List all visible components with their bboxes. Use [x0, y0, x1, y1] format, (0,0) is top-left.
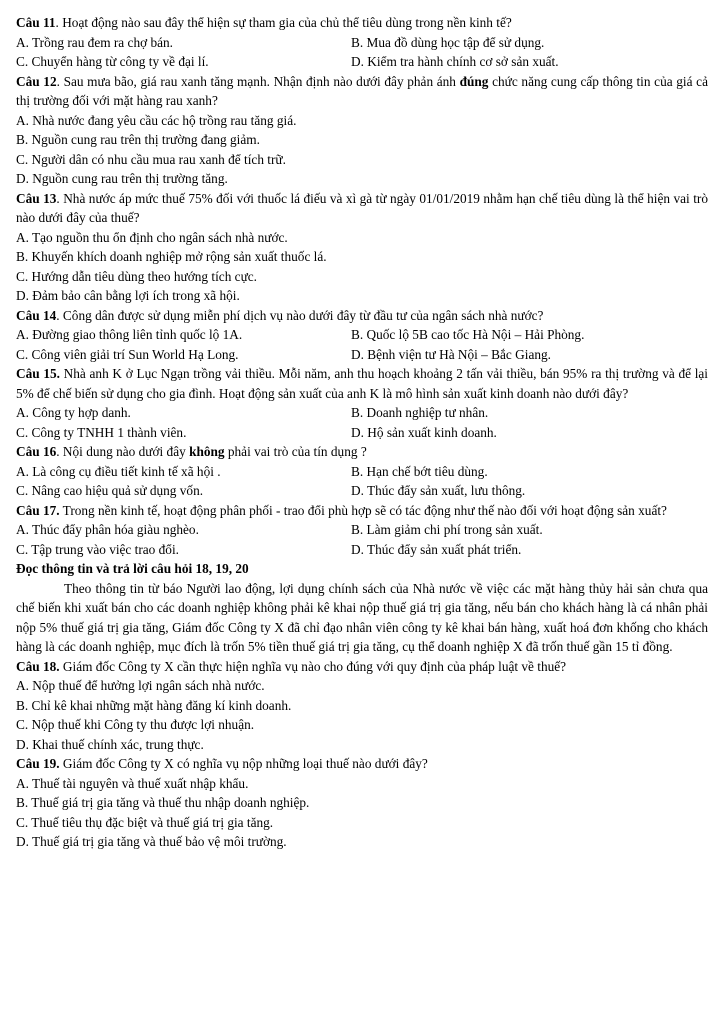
option-c: C. Thuế tiêu thụ đặc biệt và thuế giá trị gia tăng.	[16, 814, 274, 830]
question-number: Câu 13	[16, 190, 57, 206]
options-row	[16, 481, 708, 501]
option-d: D. Đảm bảo cân bằng lợi ích trong xã hội.	[16, 288, 240, 303]
option-d: D. Khai thuế chính xác, trung thực.	[16, 736, 204, 752]
exam-page	[16, 13, 708, 852]
option-c: C. Tập trung vào việc trao đổi.	[16, 541, 179, 557]
option-b: B. Quốc lộ 5B cao tốc Hà Nội – Hải Phòng.	[351, 327, 585, 342]
option-b: B. Thuế giá trị gia tăng và thuế thu nhập doanh nghiệp.	[16, 795, 310, 810]
question-emphasis: đúng	[459, 73, 489, 89]
option-a: A. Thúc đẩy phân hóa giàu nghèo.	[16, 522, 199, 537]
question-number: Câu 15.	[16, 366, 60, 381]
question-14	[16, 306, 708, 326]
option-a: A. Công ty hợp danh.	[16, 405, 131, 420]
option-a: A. Nộp thuế để hưởng lợi ngân sách nhà nước.	[16, 678, 265, 693]
question-11	[16, 13, 708, 33]
question-text: Trong nền kinh tế, hoạt động phân phối - trao đổi phù hợp sẽ có tác động như thế nào đối với hoạt động sản xuất?	[59, 502, 667, 518]
option-b: B. Mua đồ dùng học tập để sử dụng.	[351, 34, 545, 50]
question-number: Câu 17.	[16, 502, 60, 518]
option-b: B. Chỉ kê khai những mặt hàng đăng kí kinh doanh.	[16, 697, 292, 713]
options-row	[16, 403, 708, 423]
question-number: Câu 19.	[16, 756, 60, 771]
options-row	[16, 423, 708, 443]
question-text: . Nhà nước áp mức thuế 75% đối với thuốc lá điếu và xì gà từ ngày 01/01/2019 nhằm hạn chế tiêu dùng là thể hiện vai trò nào dưới đây của thuế?	[16, 190, 708, 225]
options-row	[16, 540, 708, 560]
question-19	[16, 754, 708, 774]
option-c: C. Công ty TNHH 1 thành viên.	[16, 424, 187, 440]
option-b: B. Hạn chế bớt tiêu dùng.	[351, 463, 488, 479]
options-row	[16, 52, 708, 72]
option-d: D. Kiểm tra hành chính cơ sở sản xuất.	[351, 54, 559, 69]
question-number: Câu 18.	[16, 658, 60, 674]
option-b: B. Doanh nghiệp tư nhân.	[351, 405, 489, 420]
option-d: D. Bệnh viện tư Hà Nội – Bắc Giang.	[351, 346, 551, 362]
question-text: Nhà anh K ở Lục Ngạn trồng vải thiều. Mỗi năm, anh thu hoạch khoảng 2 tấn vải thiều, bán 95% ra thị trường và để lại 5% để chế biến sử dụng cho gia đình. Hoạt động sản xuất của anh K là mô hình sản xuất kinh doanh nào dưới đây?	[16, 366, 708, 401]
question-number: Câu 12	[16, 73, 57, 89]
options-row	[16, 462, 708, 482]
option-c: C. Hướng dẫn tiêu dùng theo hướng tích cực.	[16, 268, 258, 284]
option-b: B. Làm giảm chi phí trong sản xuất.	[351, 522, 543, 537]
reading-passage: Theo thông tin từ báo Người lao động, lợi dụng chính sách của Nhà nước về việc các mặt hàng thủy hải sản chưa qua chế biến khi xuất bán cho các doanh nghiệp không phải kê khai nộp thuế giá trị gia tăng, nếu bán cho khách hàng là cá nhân phải nộp 5% thuế giá trị gia tăng, Giám đốc Công ty X đã chỉ đạo nhân viên công ty kê khai bán hàng, xuất hoá đơn khống cho khách hàng là các doanh nghiệp, mục đích là trốn 5% tiền thuế giá trị gia tăng, cụ thể doanh nghiệp X đã trốn thuế gần 15 tỉ đồng.	[16, 580, 708, 654]
question-text: . Hoạt động nào sau đây thể hiện sự tham gia của chủ thể tiêu dùng trong nền kinh tế?	[55, 15, 512, 30]
question-text: . Sau mưa bão, giá rau xanh tăng mạnh. Nhận định nào dưới đây phản ánh	[56, 73, 460, 89]
option-b: B. Khuyến khích doanh nghiệp mở rộng sản xuất thuốc lá.	[16, 249, 327, 264]
option-c: C. Nộp thuế khi Công ty thu được lợi nhuận.	[16, 717, 255, 732]
option-a: A. Nhà nước đang yêu cầu các hộ trồng rau tăng giá.	[16, 112, 297, 128]
question-number: Câu 16	[16, 444, 57, 459]
question-text: . Nội dung nào dưới đây	[56, 444, 190, 459]
option-a: A. Trồng rau đem ra chợ bán.	[16, 34, 173, 50]
section-heading-text: Đọc thông tin và trả lời câu hỏi 18, 19, 20	[16, 561, 249, 576]
option-d: D. Thúc đẩy sản xuất, lưu thông.	[351, 483, 526, 498]
options-row	[16, 520, 708, 540]
question-18	[16, 657, 708, 677]
option-a: A. Là công cụ điều tiết kinh tế xã hội .	[16, 463, 221, 479]
options-row	[16, 33, 708, 53]
question-16	[16, 442, 708, 462]
question-17	[16, 501, 708, 521]
option-c: C. Người dân có nhu cầu mua rau xanh để tích trữ.	[16, 151, 286, 167]
option-d: D. Hộ sản xuất kinh doanh.	[351, 424, 497, 440]
question-number: Câu 11	[16, 15, 56, 30]
question-15	[16, 364, 708, 403]
option-d: D. Thúc đẩy sản xuất phát triển.	[351, 541, 522, 557]
option-d: D. Nguồn cung rau trên thị trường tăng.	[16, 171, 228, 186]
question-text: chức năng cung cấp thông tin của giá cả thị trường đối với mặt hàng rau xanh?	[16, 73, 708, 108]
option-a: A. Tạo nguồn thu ổn định cho ngân sách nhà nước.	[16, 229, 288, 245]
question-text: Giám đốc Công ty X có nghĩa vụ nộp những loại thuế nào dưới đây?	[59, 756, 428, 771]
option-c: C. Công viên giải trí Sun World Hạ Long.	[16, 346, 239, 362]
option-d: D. Thuế giá trị gia tăng và thuế bảo vệ môi trường.	[16, 834, 287, 849]
option-a: A. Thuế tài nguyên và thuế xuất nhập khẩu.	[16, 775, 249, 791]
question-number: Câu 14	[16, 307, 57, 323]
question-text: . Công dân được sử dụng miễn phí dịch vụ nào dưới đây từ đầu tư của ngân sách nhà nước?	[56, 307, 544, 323]
section-heading	[16, 559, 708, 579]
option-a: A. Đường giao thông liên tỉnh quốc lộ 1A.	[16, 327, 243, 342]
options-row	[16, 325, 708, 345]
option-c: C. Chuyển hàng từ công ty về đại lí.	[16, 54, 209, 69]
question-13	[16, 189, 708, 228]
question-emphasis: không	[189, 444, 225, 459]
question-text: Giám đốc Công ty X cần thực hiện nghĩa vụ nào cho đúng với quy định của pháp luật về thuế?	[59, 658, 567, 674]
option-c: C. Nâng cao hiệu quả sử dụng vốn.	[16, 483, 204, 498]
option-b: B. Nguồn cung rau trên thị trường đang giảm.	[16, 132, 260, 147]
options-row	[16, 345, 708, 365]
question-text: phải vai trò của tín dụng ?	[224, 444, 367, 459]
question-12	[16, 72, 708, 111]
